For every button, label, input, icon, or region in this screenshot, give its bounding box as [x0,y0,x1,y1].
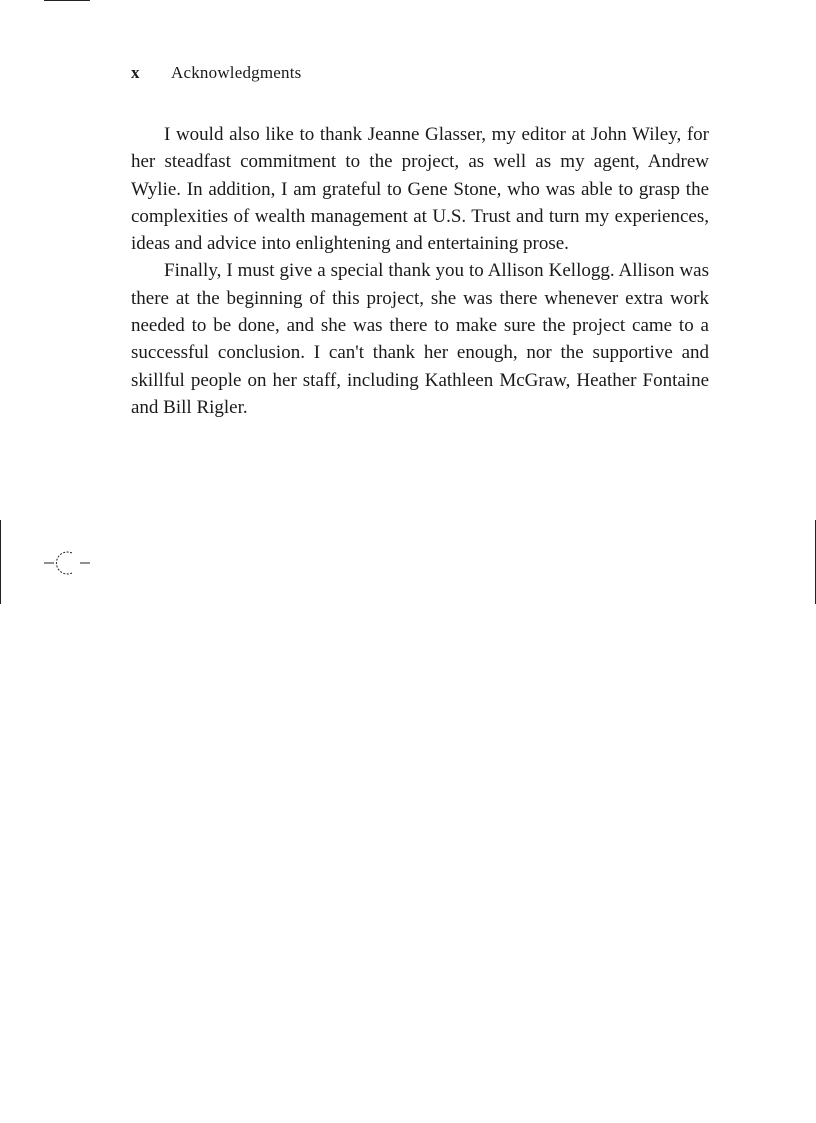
running-head [131,61,301,85]
body-text [131,121,709,421]
registration-mark-icon [44,548,92,576]
crop-mark-left [0,520,1,604]
crop-mark-top [44,0,90,1]
paragraph: I would also like to thank Jeanne Glasser, my editor at John Wiley, for her steadfast commitment to the project, as well as my agent, Andrew Wylie. In addition, I am grateful to Gene Stone, who was able to grasp the complexities of wealth management at U.S. Trust and turn my experiences, ideas and advice into enlightening and entertaining prose. [131,124,709,255]
paragraph: Finally, I must give a special thank you to Allison Kellogg. Allison was there at the beginning of this project, she was there whenever extra work needed to be done, and she was there to make sure the project came to a successful conclusion. I can't thank her enough, nor the supportive and skillful people on her staff, including Kathleen McGraw, Heather Fontaine and Bill Rigler. [131,260,709,418]
page-number: x [131,63,140,82]
running-head-title: Acknowledgments [171,63,302,82]
